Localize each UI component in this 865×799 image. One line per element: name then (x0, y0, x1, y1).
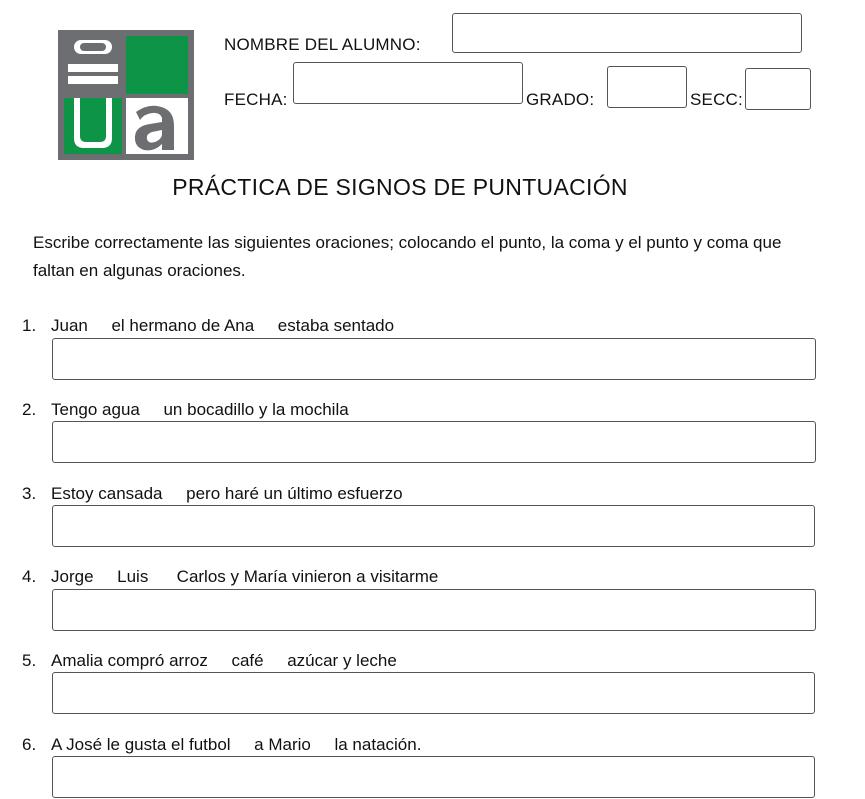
answer-field[interactable] (52, 421, 816, 463)
item-sentence: Amalia compró arroz café azúcar y leche (51, 651, 397, 670)
answer-field[interactable] (52, 589, 816, 631)
item-number: 1. (22, 316, 37, 335)
grade-label: GRADO: (526, 90, 595, 109)
list-item (22, 400, 349, 420)
item-sentence: Juan el hermano de Ana estaba sentado (51, 316, 395, 335)
page-title: PRÁCTICA DE SIGNOS DE PUNTUACIÓN (172, 174, 628, 200)
item-number: 2. (22, 400, 37, 419)
item-number: 5. (22, 651, 37, 670)
list-item (22, 484, 403, 504)
date-label: FECHA: (224, 90, 288, 109)
section-label: SECC: (690, 90, 743, 109)
answer-field[interactable] (52, 756, 815, 798)
answer-field[interactable] (52, 338, 816, 380)
answer-field[interactable] (52, 672, 815, 714)
item-number: 3. (22, 484, 37, 503)
school-logo-icon (58, 30, 194, 160)
instructions-text: Escribe correctamente las siguientes oraciones; colocando el punto, la coma y el punto y coma que faltan en algunas oraciones. (33, 233, 782, 280)
list-item (22, 567, 438, 587)
list-item (22, 735, 421, 755)
answer-field[interactable] (52, 505, 815, 547)
date-field[interactable] (293, 62, 523, 104)
item-sentence: A José le gusta el futbol a Mario la natación. (51, 735, 422, 754)
list-item (22, 316, 394, 336)
item-number: 4. (22, 567, 37, 586)
student-name-field[interactable] (452, 13, 802, 53)
list-item (22, 651, 397, 671)
section-field[interactable] (745, 68, 811, 110)
item-sentence: Jorge Luis Carlos y María vinieron a visitarme (51, 567, 439, 586)
item-sentence: Estoy cansada pero haré un último esfuerzo (51, 484, 403, 503)
item-number: 6. (22, 735, 37, 754)
item-sentence: Tengo agua un bocadillo y la mochila (51, 400, 349, 419)
grade-field[interactable] (607, 66, 687, 108)
student-name-label: NOMBRE DEL ALUMNO: (224, 35, 421, 54)
